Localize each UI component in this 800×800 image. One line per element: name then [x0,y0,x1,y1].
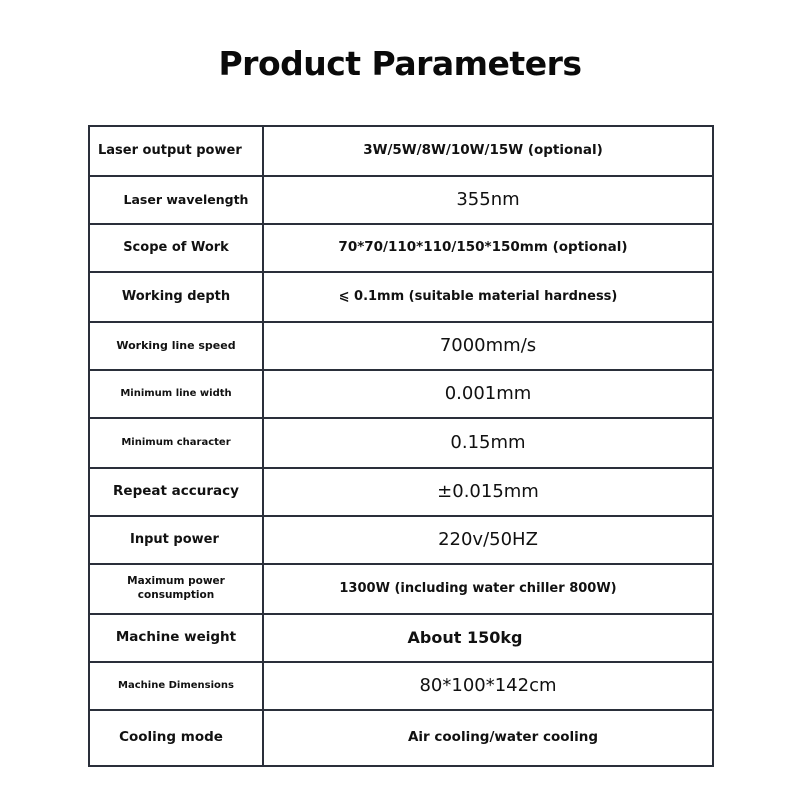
param-value: ±0.015mm [263,468,713,516]
table-row [89,418,713,468]
param-label: Scope of Work [89,224,263,272]
table-row [89,126,713,176]
param-value: 1300W (including water chiller 800W) [263,564,713,614]
param-label-line: Maximum power [127,575,225,588]
table-row [89,272,713,322]
param-value: 355nm [263,176,713,224]
product-parameters-table [88,125,714,767]
table-row [89,614,713,662]
param-value: 0.001mm [263,370,713,418]
table-row [89,322,713,370]
param-label: Machine weight [89,614,263,662]
table-row [89,224,713,272]
param-label [89,564,263,614]
param-label: Minimum character [89,418,263,468]
page-title: Product Parameters [218,44,582,83]
param-value: About 150kg [263,614,713,662]
table-row [89,468,713,516]
param-value: ⩽ 0.1mm (suitable material hardness) [263,272,713,322]
param-label-line: consumption [137,589,215,601]
param-label: Working line speed [89,322,263,370]
param-label: Laser wavelength [89,176,263,224]
param-value: 220v/50HZ [263,516,713,564]
param-label: Working depth [89,272,263,322]
param-label: Machine Dimensions [89,662,263,710]
param-label: Laser output power [89,126,263,176]
param-label: Repeat accuracy [89,468,263,516]
param-label: Input power [89,516,263,564]
param-value: 3W/5W/8W/10W/15W (optional) [263,126,713,176]
table-row [89,176,713,224]
table-row [89,370,713,418]
table-row [89,710,713,766]
param-label: Minimum line width [89,370,263,418]
param-value: 70*70/110*110/150*150mm (optional) [263,224,713,272]
table-row [89,662,713,710]
table-row [89,564,713,614]
param-value: 0.15mm [263,418,713,468]
param-value: 80*100*142cm [263,662,713,710]
param-value: 7000mm/s [263,322,713,370]
param-label: Cooling mode [89,710,263,766]
param-value: Air cooling/water cooling [263,710,713,766]
table-row [89,516,713,564]
